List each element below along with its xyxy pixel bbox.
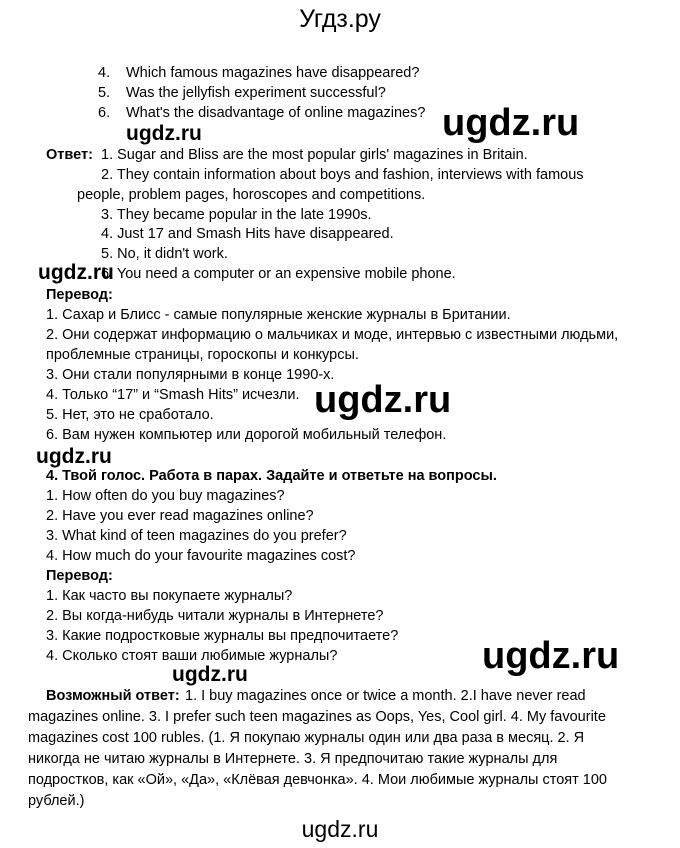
- answer-item: 1. Sugar and Bliss are the most popular girls' magazines in Britain.: [101, 147, 528, 163]
- question-text: Was the jellyfish experiment successful?: [126, 85, 386, 101]
- possible-answer-text: magazines cost 100 rubles. (1. Я покупаю журналы один или два раза в месяц. 2. Я: [28, 730, 585, 746]
- possible-answer-text: magazines online. 3. I prefer such teen magazines as Oops, Yes, Cool girl. 4. My favourite: [28, 709, 606, 725]
- answer-item: people, problem pages, horoscopes and competitions.: [77, 187, 426, 203]
- translation-item: проблемные страницы, гороскопы и конкурсы.: [46, 347, 359, 363]
- possible-answer-text: 1. I buy magazines once or twice a month. 2.I have never read: [185, 688, 586, 704]
- site-title: Угдз.ру: [299, 5, 381, 33]
- task-heading: 4. Твой голос. Работа в парах. Задайте и ответьте на вопросы.: [46, 468, 497, 484]
- question-number: 4.: [98, 65, 111, 81]
- possible-answer-label: Возможный ответ:: [46, 688, 180, 704]
- watermark: ugdz.ru: [442, 102, 580, 144]
- watermark: ugdz.ru: [126, 122, 202, 145]
- task-question: 2. Have you ever read magazines online?: [46, 508, 314, 524]
- translation-item: 6. Вам нужен компьютер или дорогой мобильный телефон.: [46, 427, 447, 443]
- watermark: ugdz.ru: [38, 261, 114, 284]
- translation-item: 3. Какие подростковые журналы вы предпочитаете?: [46, 628, 399, 644]
- translation-item: 4. Сколько стоят ваши любимые журналы?: [46, 648, 338, 664]
- question-number: 6.: [98, 105, 111, 121]
- translation-item: 2. Они содержат информацию о мальчиках и моде, интервью с известными людьми,: [46, 327, 619, 343]
- answer-item: 6. You need a computer or an expensive mobile phone.: [101, 266, 456, 282]
- translation-item: 3. Они стали популярными в конце 1990-х.: [46, 367, 335, 383]
- translation-label: Перевод:: [46, 568, 113, 584]
- watermark: ugdz.ru: [36, 445, 112, 468]
- translation-item: 5. Нет, это не сработало.: [46, 407, 214, 423]
- translation-item: 2. Вы когда-нибудь читали журналы в Интернете?: [46, 608, 384, 624]
- task-question: 1. How often do you buy magazines?: [46, 488, 285, 504]
- translation-item: 4. Только “17” и “Smash Hits” исчезли.: [46, 387, 300, 403]
- task-question: 3. What kind of teen magazines do you prefer?: [46, 528, 347, 544]
- answer-item: 4. Just 17 and Smash Hits have disappeared.: [101, 226, 394, 242]
- answer-item: 2. They contain information about boys and fashion, interviews with famous: [101, 167, 584, 183]
- translation-item: 1. Как часто вы покупаете журналы?: [46, 588, 293, 604]
- answer-label: Ответ:: [46, 147, 93, 163]
- watermark: ugdz.ru: [172, 663, 248, 686]
- question-text: Which famous magazines have disappeared?: [126, 65, 420, 81]
- question-text: What's the disadvantage of online magazines?: [126, 105, 426, 121]
- task-question: 4. How much do your favourite magazines cost?: [46, 548, 356, 564]
- footer-watermark: ugdz.ru: [301, 816, 379, 842]
- translation-label: Перевод:: [46, 287, 113, 303]
- watermark: ugdz.ru: [314, 379, 452, 421]
- possible-answer-text: рублей.): [28, 793, 85, 809]
- possible-answer-text: подростков, как «Ой», «Да», «Клёвая девчонка». 4. Мои любимые журналы стоят 100: [28, 772, 607, 788]
- possible-answer-text: никогда не читаю журналы в Интернете. 3. Я предпочитаю такие журналы для: [28, 751, 558, 767]
- watermark: ugdz.ru: [482, 635, 620, 677]
- translation-item: 1. Сахар и Блисс - самые популярные женские журналы в Британии.: [46, 307, 511, 323]
- question-number: 5.: [98, 85, 111, 101]
- answer-item: 3. They became popular in the late 1990s.: [101, 207, 372, 223]
- answer-item: 5. No, it didn't work.: [101, 246, 228, 262]
